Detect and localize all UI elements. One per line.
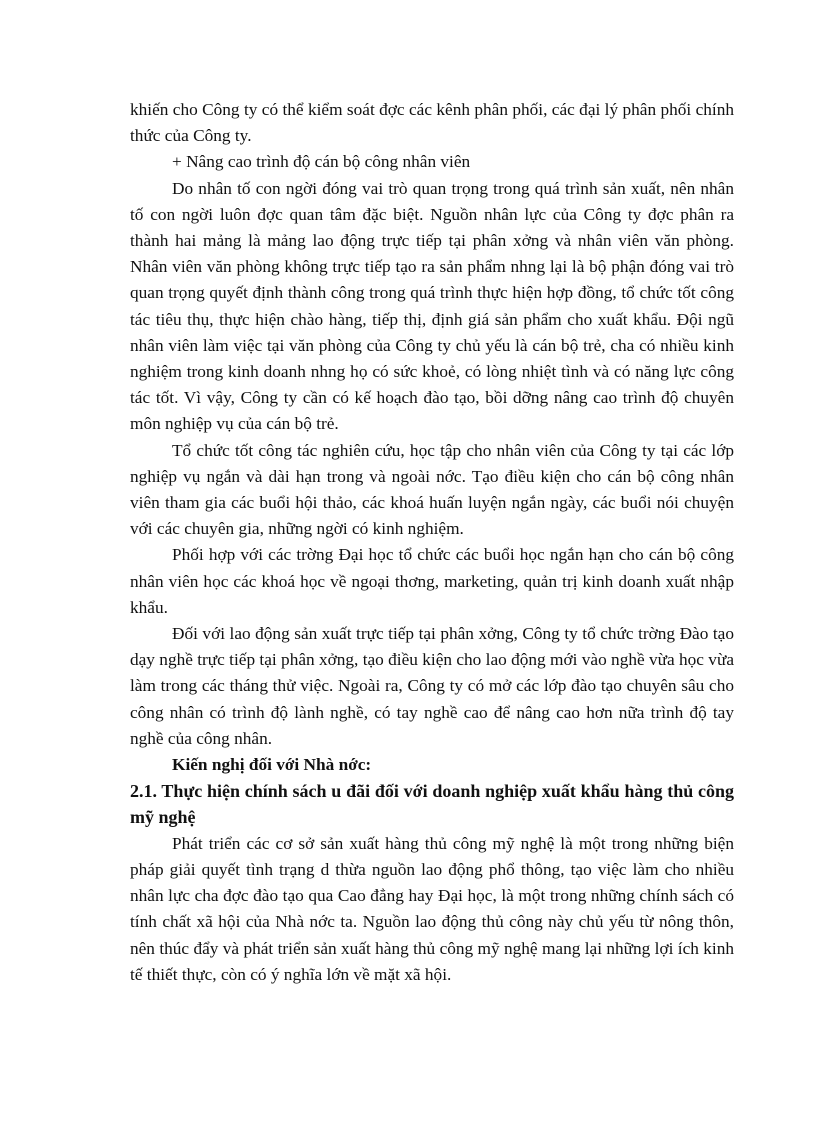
paragraph-handicraft-development: Phát triển các cơ sở sản xuất hàng thủ công mỹ nghệ là một trong những biện pháp giải quyết tình trạng d thừa nguồn lao động phổ thông, tạo việc làm cho nhiều nhân lực cha đợc đào tạo qua Cao đẳng hay Đại học, là một trong những chính sách có tính chất xã hội của Nhà nớc ta. Nguồn lao động thủ công này chủ yếu từ nông thôn, nên thúc đẩy và phát triển sản xuất hàng thủ công mỹ nghệ mang lại những lợi ích kinh tế thiết thực, còn có ý nghĩa lớn về mặt xã hội. xyxy=(130,833,734,984)
section-title-state-recommendations: Kiến nghị đối với Nhà nớc: xyxy=(172,755,372,775)
paragraph-human-resources: Do nhân tố con ngời đóng vai trò quan trọng trong quá trình sản xuất, nên nhân tố con ngời luôn đợc quan tâm đặc biệt. Nguồn nhân lực của Công ty đợc phân ra thành hai mảng là mảng lao động trực tiếp tại phân xởng và nhân viên văn phòng. Nhân viên văn phòng không trực tiếp tạo ra sản phẩm nhng lại là bộ phận đóng vai trò quan trọng quyết định thành công trong quá trình thực hiện hợp đồng, tổ chức tốt công tác tiêu thụ, thực hiện chào hàng, tiếp thị, định giá sản phẩm cho xuất khẩu. Đội ngũ nhân viên làm việc tại văn phòng của Công ty chủ yếu là cán bộ trẻ, cha có nhiều kinh nghiệm trong kinh doanh nhng họ có sức khoẻ, có lòng nhiệt tình và có năng lực công tác tốt. Vì vậy, Công ty cần có kế hoạch đào tạo, bồi dỡng nâng cao trình độ chuyên môn nghiệp vụ của cán bộ trẻ. xyxy=(130,178,734,434)
paragraph-training-organization: Tổ chức tốt công tác nghiên cứu, học tập cho nhân viên của Công ty tại các lớp nghiệp vụ ngắn và dài hạn trong và ngoài nớc. Tạo điều kiện cho cán bộ công nhân viên tham gia các buổi hội thảo, các khoá huấn luyện ngắn ngày, các buổi nói chuyện với các chuyên gia, những ngời có kinh nghiệm. xyxy=(130,440,734,539)
paragraph-workshop-labor: Đối với lao động sản xuất trực tiếp tại phân xởng, Công ty tổ chức trờng Đào tạo dạy nghề trực tiếp tại phân xởng, tạo điều kiện cho lao động mới vào nghề vừa học vừa làm trong các tháng thử việc. Ngoài ra, Công ty có mở các lớp đào tạo chuyên sâu cho công nhân có trình độ lành nghề, có tay nghề cao để nâng cao hơn nữa trình độ tay nghề của công nhân. xyxy=(130,624,734,748)
paragraph-bullet-staff-training: + Nâng cao trình độ cán bộ công nhân viên xyxy=(172,152,471,172)
paragraph-university-cooperation: Phối hợp với các trờng Đại học tổ chức các buổi học ngắn hạn cho cán bộ công nhân viên học các khoá học về ngoại thơng, marketing, quản trị kinh doanh xuất nhập khẩu. xyxy=(130,545,734,617)
heading-2-1: 2.1. Thực hiện chính sách u đãi đối với doanh nghiệp xuất khẩu hàng thủ công mỹ nghệ xyxy=(130,781,734,828)
paragraph-continuation: khiến cho Công ty có thể kiểm soát đợc các kênh phân phối, các đại lý phân phối chính thức của Công ty. xyxy=(130,100,734,146)
document-body xyxy=(130,97,734,988)
